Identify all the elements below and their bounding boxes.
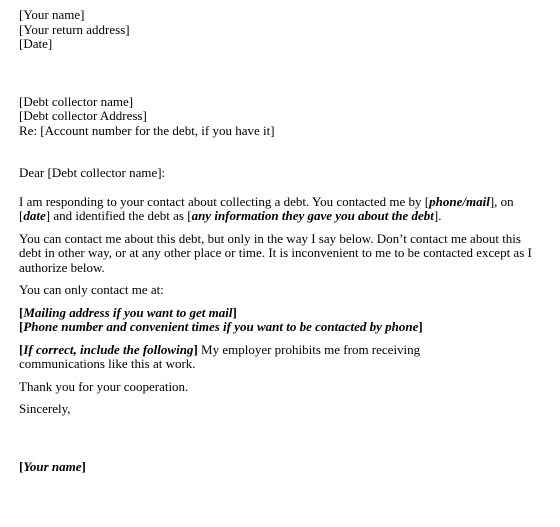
para1-date: date bbox=[23, 208, 46, 223]
recipient-address: [Debt collector Address] bbox=[19, 108, 147, 123]
para1-text: ] and identified the debt as [ bbox=[45, 208, 192, 223]
phone-line: [Phone number and convenient times if you want to be contacted by phone] bbox=[19, 319, 423, 334]
salutation: Dear [Debt collector name]: bbox=[19, 165, 166, 180]
para1-contact-method: phone/mail bbox=[429, 193, 490, 209]
mailing-address-line: [Mailing address if you want to get mail] bbox=[19, 304, 237, 320]
signature-name: [Your name] bbox=[19, 458, 86, 474]
employer-conditional: If correct, include the following bbox=[23, 341, 194, 357]
spacer bbox=[19, 52, 554, 95]
para1-debt-info: any information they gave you about the debt bbox=[191, 208, 434, 223]
letter-document bbox=[19, 8, 554, 474]
para1-text: ], on [ bbox=[19, 193, 514, 223]
spacer bbox=[19, 181, 554, 195]
para1-text: I am responding to your contact about collecting a debt. You contacted me by [ bbox=[19, 193, 430, 209]
sender-name: [Your name] bbox=[19, 7, 85, 22]
closing: Sincerely, bbox=[19, 401, 71, 416]
signature-space bbox=[19, 417, 554, 460]
contact-block bbox=[19, 306, 554, 335]
letter-date: [Date] bbox=[19, 36, 53, 51]
employer-text: My employer prohibits me from receiving communications like this at work. bbox=[19, 341, 421, 371]
paragraph-contact-restrictions: You can contact me about this debt, but only in the way I say below. Don’t contact me about this debt in other way, or at any other place or time. It is inconvenient to me to be contacted except as I authorize below. bbox=[19, 230, 532, 275]
spacer bbox=[19, 138, 554, 166]
phone-placeholder: Phone number and convenient times if you want to be contacted by phone bbox=[23, 319, 419, 334]
sender-return-address: [Your return address] bbox=[19, 21, 130, 37]
spacer bbox=[19, 394, 554, 402]
paragraph-thanks: Thank you for your cooperation. bbox=[19, 378, 189, 394]
paragraph-employer: [If correct, include the following] My employer prohibits me from receiving communications like this at work. bbox=[19, 341, 421, 371]
recipient-name: [Debt collector name] bbox=[19, 93, 134, 109]
paragraph-contact-response bbox=[19, 195, 529, 224]
mailing-address-placeholder: Mailing address if you want to get mail bbox=[23, 304, 233, 320]
sender-block bbox=[19, 8, 554, 52]
para1-text: ]. bbox=[433, 208, 442, 223]
paragraph-contact-intro: You can only contact me at: bbox=[19, 282, 164, 297]
reference-line: Re: [Account number for the debt, if you have it] bbox=[19, 122, 275, 138]
recipient-block bbox=[19, 95, 554, 139]
